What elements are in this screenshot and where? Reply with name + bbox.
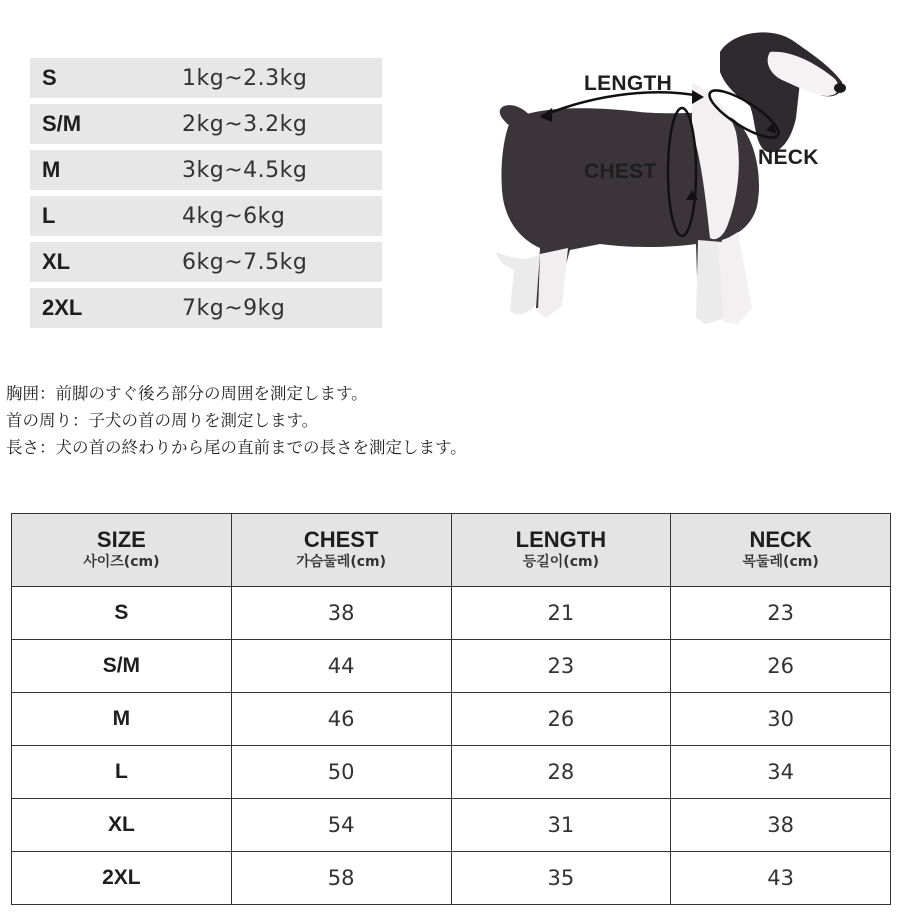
header-neck-en: NECK — [749, 527, 812, 552]
cell-neck: 30 — [671, 693, 891, 746]
header-neck-sub: 목둘레(cm) — [742, 554, 819, 570]
header-chest-en: CHEST — [303, 527, 379, 552]
header-size — [12, 514, 232, 587]
dog-measurement-figure — [470, 22, 870, 342]
neck-label: NECK — [758, 146, 819, 169]
cell-length: 28 — [451, 746, 671, 799]
cell-size: 2XL — [12, 852, 232, 905]
note-length: 長さ：犬の首の終わりから尾の直前までの長さを測定します。 — [6, 438, 467, 457]
header-length — [451, 514, 671, 587]
table-header-row — [12, 514, 891, 587]
header-size-sub: 사이즈(cm) — [83, 554, 160, 570]
cell-chest: 46 — [231, 693, 451, 746]
weight-table — [30, 58, 382, 334]
cell-length: 23 — [451, 640, 671, 693]
chest-label: CHEST — [584, 160, 657, 183]
cell-neck: 34 — [671, 746, 891, 799]
cell-size: M — [12, 693, 232, 746]
weight-row-2xl — [30, 288, 382, 328]
table-row — [12, 852, 891, 905]
cell-chest: 38 — [231, 587, 451, 640]
cell-chest: 54 — [231, 799, 451, 852]
cell-neck: 38 — [671, 799, 891, 852]
cell-size: XL — [12, 799, 232, 852]
header-chest-sub: 가슴둘레(cm) — [296, 554, 387, 570]
header-size-en: SIZE — [96, 527, 146, 552]
length-label: LENGTH — [584, 72, 673, 95]
header-length-sub: 등길이(cm) — [522, 554, 599, 570]
weight-size: S — [42, 65, 57, 90]
weight-range: 2kg~3.2kg — [182, 111, 308, 137]
cell-length: 26 — [451, 693, 671, 746]
cell-length: 31 — [451, 799, 671, 852]
table-row — [12, 693, 891, 746]
cell-chest: 50 — [231, 746, 451, 799]
cell-size: S — [12, 587, 232, 640]
table-row — [12, 799, 891, 852]
weight-range: 1kg~2.3kg — [182, 65, 308, 91]
weight-row-sm — [30, 104, 382, 144]
weight-size: M — [42, 157, 61, 182]
cell-neck: 23 — [671, 587, 891, 640]
weight-size: 2XL — [42, 295, 83, 320]
cell-length: 21 — [451, 587, 671, 640]
cell-size: S/M — [12, 640, 232, 693]
weight-size: L — [42, 203, 56, 228]
weight-size: XL — [42, 249, 71, 274]
table-row — [12, 640, 891, 693]
measurement-notes — [6, 380, 467, 461]
cell-neck: 43 — [671, 852, 891, 905]
cell-chest: 44 — [231, 640, 451, 693]
table-row — [12, 746, 891, 799]
cell-neck: 26 — [671, 640, 891, 693]
weight-size: S/M — [42, 111, 82, 136]
cell-chest: 58 — [231, 852, 451, 905]
weight-row-xl — [30, 242, 382, 282]
weight-range: 3kg~4.5kg — [182, 157, 308, 183]
weight-row-s — [30, 58, 382, 98]
table-row — [12, 587, 891, 640]
weight-row-l — [30, 196, 382, 236]
weight-range: 4kg~6kg — [182, 203, 286, 229]
weight-range: 7kg~9kg — [182, 295, 286, 321]
header-length-en: LENGTH — [515, 527, 607, 552]
header-neck — [671, 514, 891, 587]
weight-range: 6kg~7.5kg — [182, 249, 308, 275]
header-chest — [231, 514, 451, 587]
dog-illustration — [470, 22, 870, 342]
cell-size: L — [12, 746, 232, 799]
note-chest: 胸囲：前脚のすぐ後ろ部分の周囲を測定します。 — [6, 384, 368, 403]
cell-length: 35 — [451, 852, 671, 905]
weight-row-m — [30, 150, 382, 190]
note-neck: 首の周り：子犬の首の周りを測定します。 — [6, 411, 319, 430]
size-chart-table — [11, 513, 891, 905]
